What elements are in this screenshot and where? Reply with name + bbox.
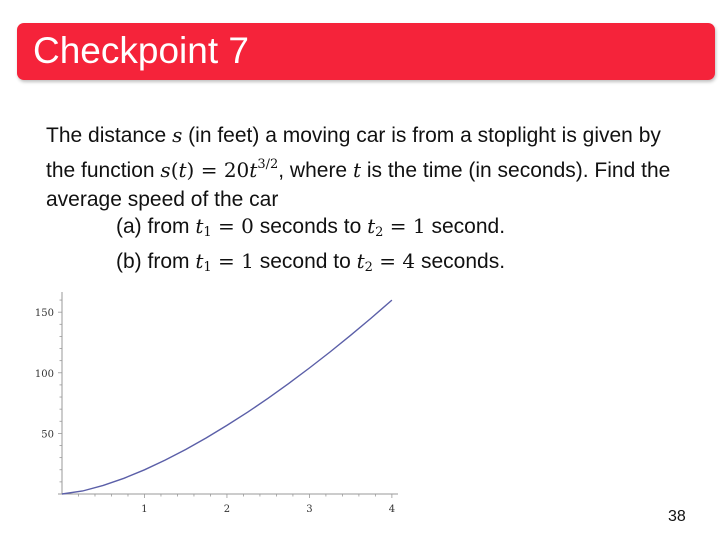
x-tick-label: 3 <box>306 504 313 515</box>
variable-t: t <box>352 158 361 182</box>
part-text: seconds. <box>415 250 506 273</box>
equation-value: = 1 <box>211 249 254 273</box>
series-line <box>62 300 392 494</box>
part-a <box>116 212 505 247</box>
x-tick-label: 2 <box>223 504 231 515</box>
problem-text-part: The distance <box>46 124 173 147</box>
problem-text-part: , where <box>278 159 353 182</box>
slide-title: Checkpoint 7 <box>33 30 249 71</box>
subscript: 1 <box>203 225 212 240</box>
part-text: second to <box>253 250 357 273</box>
equation-value: = 4 <box>372 249 416 273</box>
var-t: t <box>195 249 204 273</box>
function-coefficient: = 20 <box>194 158 250 182</box>
function-name: s <box>160 158 171 182</box>
function-exponent: 3/2 <box>257 157 279 172</box>
paren: ( <box>170 158 179 182</box>
var-t: t <box>195 214 204 238</box>
part-text: seconds to <box>253 215 368 238</box>
function-arg: t <box>178 158 187 182</box>
distance-chart <box>28 290 408 518</box>
part-text: second. <box>425 215 506 238</box>
subscript: 1 <box>203 260 212 275</box>
y-tick-label: 150 <box>34 308 54 320</box>
variable-s: s <box>172 123 183 147</box>
problem-statement <box>46 121 686 214</box>
problem-text <box>46 121 686 214</box>
part-text: (a) from <box>116 215 196 238</box>
var-t: t <box>367 214 376 238</box>
subscript: 2 <box>375 225 384 240</box>
title-bar <box>17 23 715 80</box>
y-tick-label: 100 <box>34 368 54 380</box>
x-tick-label: 4 <box>388 504 396 515</box>
equation-value: = 1 <box>383 214 426 238</box>
part-b <box>116 247 505 282</box>
equation-value: = 0 <box>211 214 254 238</box>
subscript: 2 <box>364 260 373 275</box>
part-text: (b) from <box>116 250 196 273</box>
page-number: 38 <box>668 508 686 525</box>
x-tick-label: 1 <box>141 504 148 515</box>
function-var: t <box>249 158 258 182</box>
var-t: t <box>356 249 365 273</box>
y-tick-label: 50 <box>41 429 54 441</box>
problem-text-part: is the time (in seconds). Find the average speed of the car <box>46 159 671 211</box>
paren: ) <box>186 158 195 182</box>
problem-text-part: (in feet) a moving car is from a stoplight is given by the function <box>46 124 661 182</box>
